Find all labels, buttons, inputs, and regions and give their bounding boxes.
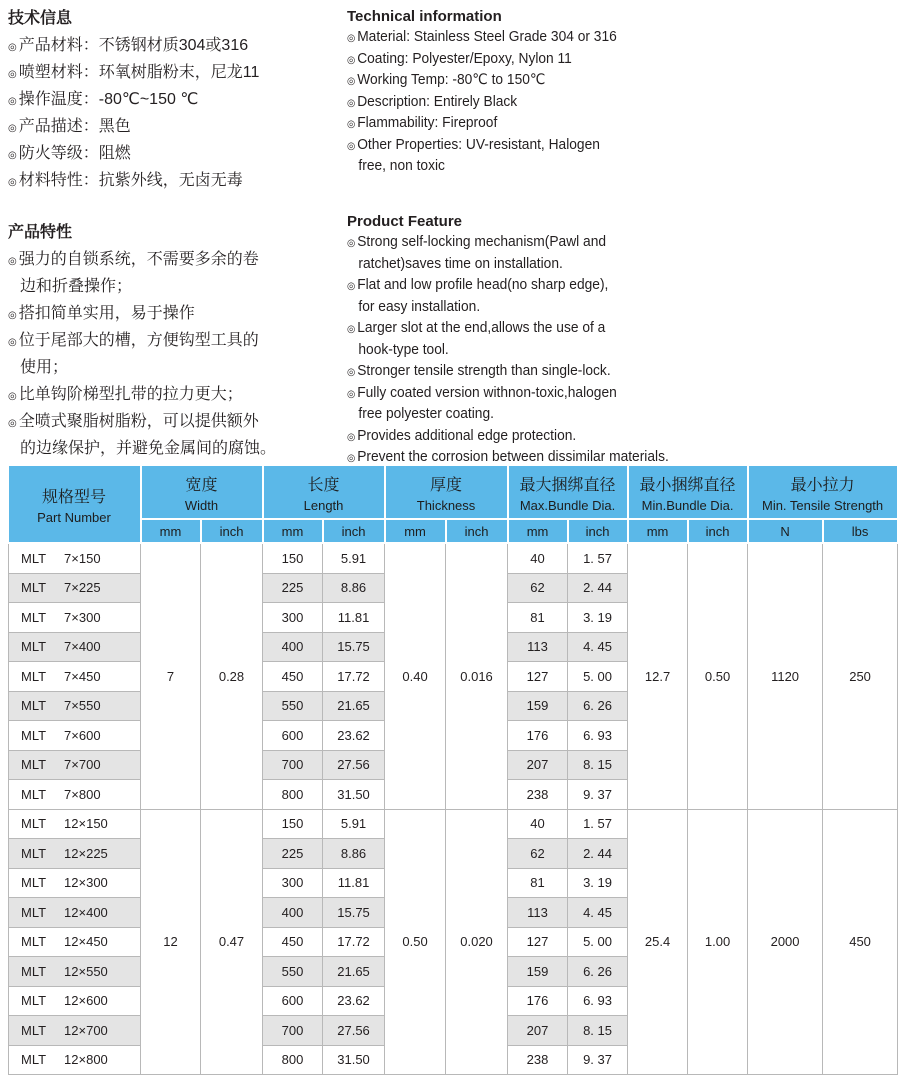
list-item xyxy=(347,70,617,92)
max-bundle-inch-cell: 1. 57 xyxy=(568,543,628,573)
header-en: Min.Bundle Dia. xyxy=(641,497,734,513)
header-en: Thickness xyxy=(416,497,476,513)
part-prefix: MLT xyxy=(21,904,47,920)
part-number-cell xyxy=(9,750,141,780)
unit-header: mm xyxy=(141,519,201,543)
header-cn: 宽度 xyxy=(185,476,218,494)
list-item xyxy=(8,113,259,140)
list-item xyxy=(8,408,276,435)
header-part-number xyxy=(9,466,141,543)
max-bundle-inch-cell: 1. 57 xyxy=(568,809,628,839)
part-size: 7×150 xyxy=(64,550,101,566)
max-bundle-mm-cell: 176 xyxy=(508,986,568,1016)
list-item-text: Material: Stainless Steel Grade 304 or 316 xyxy=(357,29,617,45)
length-inch-cell: 31.50 xyxy=(323,1045,385,1075)
length-mm-cell: 400 xyxy=(263,632,323,662)
list-item xyxy=(8,140,259,167)
unit-header: inch xyxy=(201,519,263,543)
list-item-text: 全喷式聚脂树脂粉，可以提供额外 xyxy=(18,413,259,430)
part-number-cell xyxy=(9,573,141,603)
max-bundle-mm-cell: 207 xyxy=(508,750,568,780)
length-inch-cell: 8.86 xyxy=(323,839,385,869)
min-bundle-inch-cell: 0.50 xyxy=(688,543,748,809)
list-item-continuation: 的边缘保护，并避免金属间的腐蚀。 xyxy=(20,440,277,457)
list-item-continuation: hook-type tool. xyxy=(358,341,449,358)
length-inch-cell: 21.65 xyxy=(323,957,385,987)
list-item-text: Flat and low profile head(no sharp edge), xyxy=(357,277,609,293)
bullet-icon: ◎ xyxy=(8,69,17,80)
part-prefix: MLT xyxy=(21,963,47,979)
part-prefix: MLT xyxy=(21,727,47,743)
bullet-icon: ◎ xyxy=(8,310,17,321)
header-min-tensile-strength xyxy=(748,466,898,519)
width-inch-cell: 0.28 xyxy=(201,543,263,809)
length-mm-cell: 700 xyxy=(263,1016,323,1046)
unit-header: mm xyxy=(628,519,688,543)
bullet-icon: ◎ xyxy=(347,238,356,249)
part-prefix: MLT xyxy=(21,786,47,802)
length-inch-cell: 15.75 xyxy=(323,632,385,662)
list-item xyxy=(347,361,669,383)
header-cn: 最大捆绑直径 xyxy=(519,476,616,494)
max-bundle-mm-cell: 238 xyxy=(508,1045,568,1075)
list-item-text: Fully coated version withnon-toxic,halogen xyxy=(357,384,617,401)
part-number-cell xyxy=(9,927,141,957)
list-item-text: Flammability: Fireproof xyxy=(357,115,498,131)
part-number-cell xyxy=(9,691,141,721)
max-bundle-mm-cell: 127 xyxy=(508,927,568,957)
bullet-icon: ◎ xyxy=(347,324,356,335)
unit-header: inch xyxy=(568,519,628,543)
list-item-continuation: for easy installation. xyxy=(358,298,481,315)
length-mm-cell: 150 xyxy=(263,809,323,839)
bullet-icon: ◎ xyxy=(8,256,17,267)
list-item-text: Other Properties: UV-resistant, Halogen xyxy=(357,136,600,153)
length-inch-cell: 21.65 xyxy=(323,691,385,721)
tensile-lbs-cell: 250 xyxy=(823,543,898,809)
table-row xyxy=(9,543,898,573)
bullet-icon: ◎ xyxy=(8,150,17,161)
list-item xyxy=(347,113,617,135)
max-bundle-mm-cell: 62 xyxy=(508,573,568,603)
list-item-text: 强力的自锁系统，不需要多余的卷 xyxy=(18,251,259,268)
list-item-continuation: free, non toxic xyxy=(358,158,445,174)
unit-header: mm xyxy=(508,519,568,543)
max-bundle-inch-cell: 8. 15 xyxy=(568,750,628,780)
list-item-text: 产品材料：不锈钢材质304或316 xyxy=(18,37,249,54)
part-number-cell xyxy=(9,957,141,987)
length-mm-cell: 400 xyxy=(263,898,323,928)
part-prefix: MLT xyxy=(21,609,47,625)
max-bundle-mm-cell: 81 xyxy=(508,868,568,898)
length-inch-cell: 8.86 xyxy=(323,573,385,603)
part-size: 7×450 xyxy=(64,668,101,684)
length-mm-cell: 600 xyxy=(263,721,323,751)
list-item-continuation: free polyester coating. xyxy=(358,406,494,422)
list-item xyxy=(347,426,669,448)
length-mm-cell: 800 xyxy=(263,780,323,810)
en-product-feature xyxy=(347,211,686,469)
part-size: 12×700 xyxy=(64,1022,108,1038)
header-en: Min. Tensile Strength xyxy=(761,497,884,513)
part-size: 12×800 xyxy=(64,1052,108,1068)
list-item xyxy=(8,59,259,86)
header-cn: 规格型号 xyxy=(41,488,106,506)
list-item-text: 防火等级：阻燃 xyxy=(18,145,131,162)
header-width xyxy=(141,466,263,519)
list-item xyxy=(347,275,669,297)
header-en: Max.Bundle Dia. xyxy=(519,497,616,513)
list-item xyxy=(347,318,669,340)
bullet-icon: ◎ xyxy=(347,33,356,44)
list-item-text: 搭扣简单实用，易于操作 xyxy=(18,305,195,322)
max-bundle-inch-cell: 6. 26 xyxy=(568,957,628,987)
bullet-icon: ◎ xyxy=(8,96,17,107)
list-item xyxy=(8,246,276,273)
max-bundle-inch-cell: 2. 44 xyxy=(568,573,628,603)
list-item-text: Strong self-locking mechanism(Pawl and xyxy=(357,234,607,250)
part-prefix: MLT xyxy=(21,580,47,596)
unit-header: inch xyxy=(688,519,748,543)
max-bundle-inch-cell: 4. 45 xyxy=(568,632,628,662)
max-bundle-inch-cell: 9. 37 xyxy=(568,780,628,810)
header-length xyxy=(263,466,385,519)
list-item-text: Provides additional edge protection. xyxy=(357,427,577,444)
max-bundle-inch-cell: 5. 00 xyxy=(568,662,628,692)
length-mm-cell: 225 xyxy=(263,839,323,869)
length-inch-cell: 15.75 xyxy=(323,898,385,928)
part-size: 7×600 xyxy=(64,727,101,743)
bullet-icon: ◎ xyxy=(8,42,17,53)
length-inch-cell: 31.50 xyxy=(323,780,385,810)
width-inch-cell: 0.47 xyxy=(201,809,263,1075)
header-en: Length xyxy=(303,497,344,513)
part-number-cell xyxy=(9,868,141,898)
length-mm-cell: 450 xyxy=(263,662,323,692)
part-size: 12×600 xyxy=(64,993,108,1009)
max-bundle-inch-cell: 3. 19 xyxy=(568,603,628,633)
max-bundle-inch-cell: 2. 44 xyxy=(568,839,628,869)
bullet-icon: ◎ xyxy=(347,97,356,109)
thickness-mm-cell: 0.40 xyxy=(385,543,446,809)
tensile-n-cell: 2000 xyxy=(748,809,823,1075)
part-size: 12×550 xyxy=(64,963,108,979)
part-number-cell xyxy=(9,986,141,1016)
part-number-cell xyxy=(9,839,141,869)
max-bundle-inch-cell: 6. 93 xyxy=(568,721,628,751)
min-bundle-mm-cell: 12.7 xyxy=(628,543,688,809)
unit-header: lbs xyxy=(823,519,898,543)
width-mm-cell: 7 xyxy=(141,543,201,809)
bullet-icon: ◎ xyxy=(8,391,17,402)
part-size: 12×150 xyxy=(64,816,108,832)
length-mm-cell: 700 xyxy=(263,750,323,780)
max-bundle-mm-cell: 238 xyxy=(508,780,568,810)
max-bundle-mm-cell: 127 xyxy=(508,662,568,692)
list-item-text: Coating: Polyester/Epoxy, Nylon 11 xyxy=(357,50,572,67)
part-number-cell xyxy=(9,603,141,633)
part-number-cell xyxy=(9,721,141,751)
list-item-text: 操作温度：-80℃~150 ℃ xyxy=(18,91,199,108)
length-inch-cell: 11.81 xyxy=(323,868,385,898)
tensile-lbs-cell: 450 xyxy=(823,809,898,1075)
bullet-icon: ◎ xyxy=(347,119,356,130)
bullet-icon: ◎ xyxy=(347,367,356,378)
header-cn: 厚度 xyxy=(430,476,463,494)
list-item xyxy=(347,135,617,157)
part-prefix: MLT xyxy=(21,816,47,832)
length-mm-cell: 225 xyxy=(263,573,323,603)
unit-header: inch xyxy=(323,519,385,543)
bullet-icon: ◎ xyxy=(347,76,356,87)
header-cn: 最小捆绑直径 xyxy=(639,476,736,494)
max-bundle-mm-cell: 81 xyxy=(508,603,568,633)
part-number-cell xyxy=(9,809,141,839)
part-size: 7×550 xyxy=(64,698,101,714)
part-prefix: MLT xyxy=(21,845,47,861)
bullet-icon: ◎ xyxy=(347,453,356,464)
max-bundle-mm-cell: 113 xyxy=(508,898,568,928)
part-size: 7×300 xyxy=(64,609,101,625)
length-inch-cell: 17.72 xyxy=(323,662,385,692)
length-inch-cell: 23.62 xyxy=(323,721,385,751)
header-max-bundle-dia- xyxy=(508,466,628,519)
list-item-text: 比单钩阶梯型扎带的拉力更大； xyxy=(18,386,243,403)
part-size: 7×225 xyxy=(64,580,101,596)
list-item xyxy=(347,232,669,254)
part-prefix: MLT xyxy=(21,757,47,773)
part-prefix: MLT xyxy=(21,993,47,1009)
part-size: 12×450 xyxy=(64,934,108,950)
part-number-cell xyxy=(9,780,141,810)
part-number-cell xyxy=(9,543,141,573)
bullet-icon: ◎ xyxy=(347,431,356,443)
list-item xyxy=(8,300,276,327)
max-bundle-mm-cell: 113 xyxy=(508,632,568,662)
part-number-cell xyxy=(9,662,141,692)
cn-tech-info-title: 技术信息 xyxy=(8,10,73,27)
list-item-text: 材料特性：抗紫外线，无卤无毒 xyxy=(18,172,243,189)
cn-product-feature xyxy=(8,219,276,462)
width-mm-cell: 12 xyxy=(141,809,201,1075)
list-item-text: 喷塑材料：环氧树脂粉末，尼龙11 xyxy=(18,64,260,81)
list-item xyxy=(347,49,617,71)
en-tech-info xyxy=(347,6,631,178)
list-item-text: Larger slot at the end,allows the use of a xyxy=(357,320,606,336)
length-mm-cell: 150 xyxy=(263,543,323,573)
bullet-icon: ◎ xyxy=(8,337,17,348)
header-cn: 最小拉力 xyxy=(790,476,855,494)
header-cn: 长度 xyxy=(307,476,340,494)
list-item-text: Description: Entirely Black xyxy=(357,93,518,110)
list-item xyxy=(347,92,617,114)
length-mm-cell: 550 xyxy=(263,691,323,721)
list-item xyxy=(8,381,276,408)
header-en: Part Number xyxy=(37,509,111,525)
en-tech-info-title: Technical information xyxy=(347,8,502,25)
header-min-bundle-dia- xyxy=(628,466,748,519)
max-bundle-inch-cell: 6. 26 xyxy=(568,691,628,721)
min-bundle-inch-cell: 1.00 xyxy=(688,809,748,1075)
part-prefix: MLT xyxy=(21,934,47,950)
bullet-icon: ◎ xyxy=(347,140,356,152)
max-bundle-mm-cell: 159 xyxy=(508,957,568,987)
max-bundle-inch-cell: 3. 19 xyxy=(568,868,628,898)
unit-header: N xyxy=(748,519,823,543)
part-number-cell xyxy=(9,632,141,662)
max-bundle-mm-cell: 40 xyxy=(508,809,568,839)
list-item-continuation: 边和折叠操作； xyxy=(20,278,133,295)
list-item-continuation: 使用； xyxy=(20,359,69,376)
max-bundle-mm-cell: 40 xyxy=(508,543,568,573)
part-size: 7×700 xyxy=(64,757,101,773)
min-bundle-mm-cell: 25.4 xyxy=(628,809,688,1075)
length-inch-cell: 27.56 xyxy=(323,750,385,780)
thickness-inch-cell: 0.020 xyxy=(446,809,508,1075)
length-mm-cell: 450 xyxy=(263,927,323,957)
list-item-text: 位于尾部大的槽，方便钩型工具的 xyxy=(18,332,259,349)
unit-header: mm xyxy=(263,519,323,543)
max-bundle-mm-cell: 176 xyxy=(508,721,568,751)
bullet-icon: ◎ xyxy=(8,418,17,429)
length-inch-cell: 11.81 xyxy=(323,603,385,633)
max-bundle-inch-cell: 5. 00 xyxy=(568,927,628,957)
list-item xyxy=(347,383,669,405)
list-item xyxy=(8,167,259,194)
max-bundle-inch-cell: 6. 93 xyxy=(568,986,628,1016)
part-prefix: MLT xyxy=(21,698,47,714)
length-mm-cell: 300 xyxy=(263,603,323,633)
part-size: 7×400 xyxy=(64,639,101,655)
list-item xyxy=(8,32,259,59)
list-item-continuation: ratchet)saves time on installation. xyxy=(358,255,563,272)
list-item xyxy=(8,327,276,354)
list-item xyxy=(8,86,259,113)
part-size: 7×800 xyxy=(64,786,101,802)
max-bundle-inch-cell: 9. 37 xyxy=(568,1045,628,1075)
header-thickness xyxy=(385,466,508,519)
bullet-icon: ◎ xyxy=(8,177,17,188)
length-mm-cell: 300 xyxy=(263,868,323,898)
table-row xyxy=(9,809,898,839)
part-number-cell xyxy=(9,1016,141,1046)
part-number-cell xyxy=(9,898,141,928)
part-prefix: MLT xyxy=(21,875,47,891)
unit-header: inch xyxy=(446,519,508,543)
spec-table xyxy=(8,466,899,1075)
tensile-n-cell: 1120 xyxy=(748,543,823,809)
length-inch-cell: 5.91 xyxy=(323,809,385,839)
unit-header: mm xyxy=(385,519,446,543)
cn-tech-info xyxy=(8,5,259,194)
part-prefix: MLT xyxy=(21,668,47,684)
bullet-icon: ◎ xyxy=(347,281,356,292)
length-inch-cell: 23.62 xyxy=(323,986,385,1016)
length-inch-cell: 5.91 xyxy=(323,543,385,573)
length-mm-cell: 600 xyxy=(263,986,323,1016)
part-prefix: MLT xyxy=(21,1052,47,1068)
part-number-cell xyxy=(9,1045,141,1075)
bullet-icon: ◎ xyxy=(8,123,17,134)
length-inch-cell: 17.72 xyxy=(323,927,385,957)
thickness-inch-cell: 0.016 xyxy=(446,543,508,809)
length-inch-cell: 27.56 xyxy=(323,1016,385,1046)
list-item-text: 产品描述：黑色 xyxy=(18,118,131,135)
max-bundle-inch-cell: 4. 45 xyxy=(568,898,628,928)
bullet-icon: ◎ xyxy=(347,54,356,66)
list-item-text: Stronger tensile strength than single-lock. xyxy=(357,363,611,379)
part-size: 12×400 xyxy=(64,904,108,920)
list-item xyxy=(347,27,617,49)
header-en: Width xyxy=(184,497,219,513)
list-item-text: Prevent the corrosion between dissimilar materials. xyxy=(357,449,669,465)
max-bundle-mm-cell: 62 xyxy=(508,839,568,869)
max-bundle-mm-cell: 207 xyxy=(508,1016,568,1046)
bullet-icon: ◎ xyxy=(347,388,356,400)
thickness-mm-cell: 0.50 xyxy=(385,809,446,1075)
part-prefix: MLT xyxy=(21,550,47,566)
max-bundle-inch-cell: 8. 15 xyxy=(568,1016,628,1046)
part-size: 12×300 xyxy=(64,875,108,891)
max-bundle-mm-cell: 159 xyxy=(508,691,568,721)
part-size: 12×225 xyxy=(64,845,108,861)
list-item-text: Working Temp: -80℃ to 150℃ xyxy=(357,72,546,88)
length-mm-cell: 800 xyxy=(263,1045,323,1075)
length-mm-cell: 550 xyxy=(263,957,323,987)
en-feature-title: Product Feature xyxy=(347,213,463,230)
part-prefix: MLT xyxy=(21,639,47,655)
part-prefix: MLT xyxy=(21,1022,47,1038)
cn-feature-title: 产品特性 xyxy=(8,224,73,241)
